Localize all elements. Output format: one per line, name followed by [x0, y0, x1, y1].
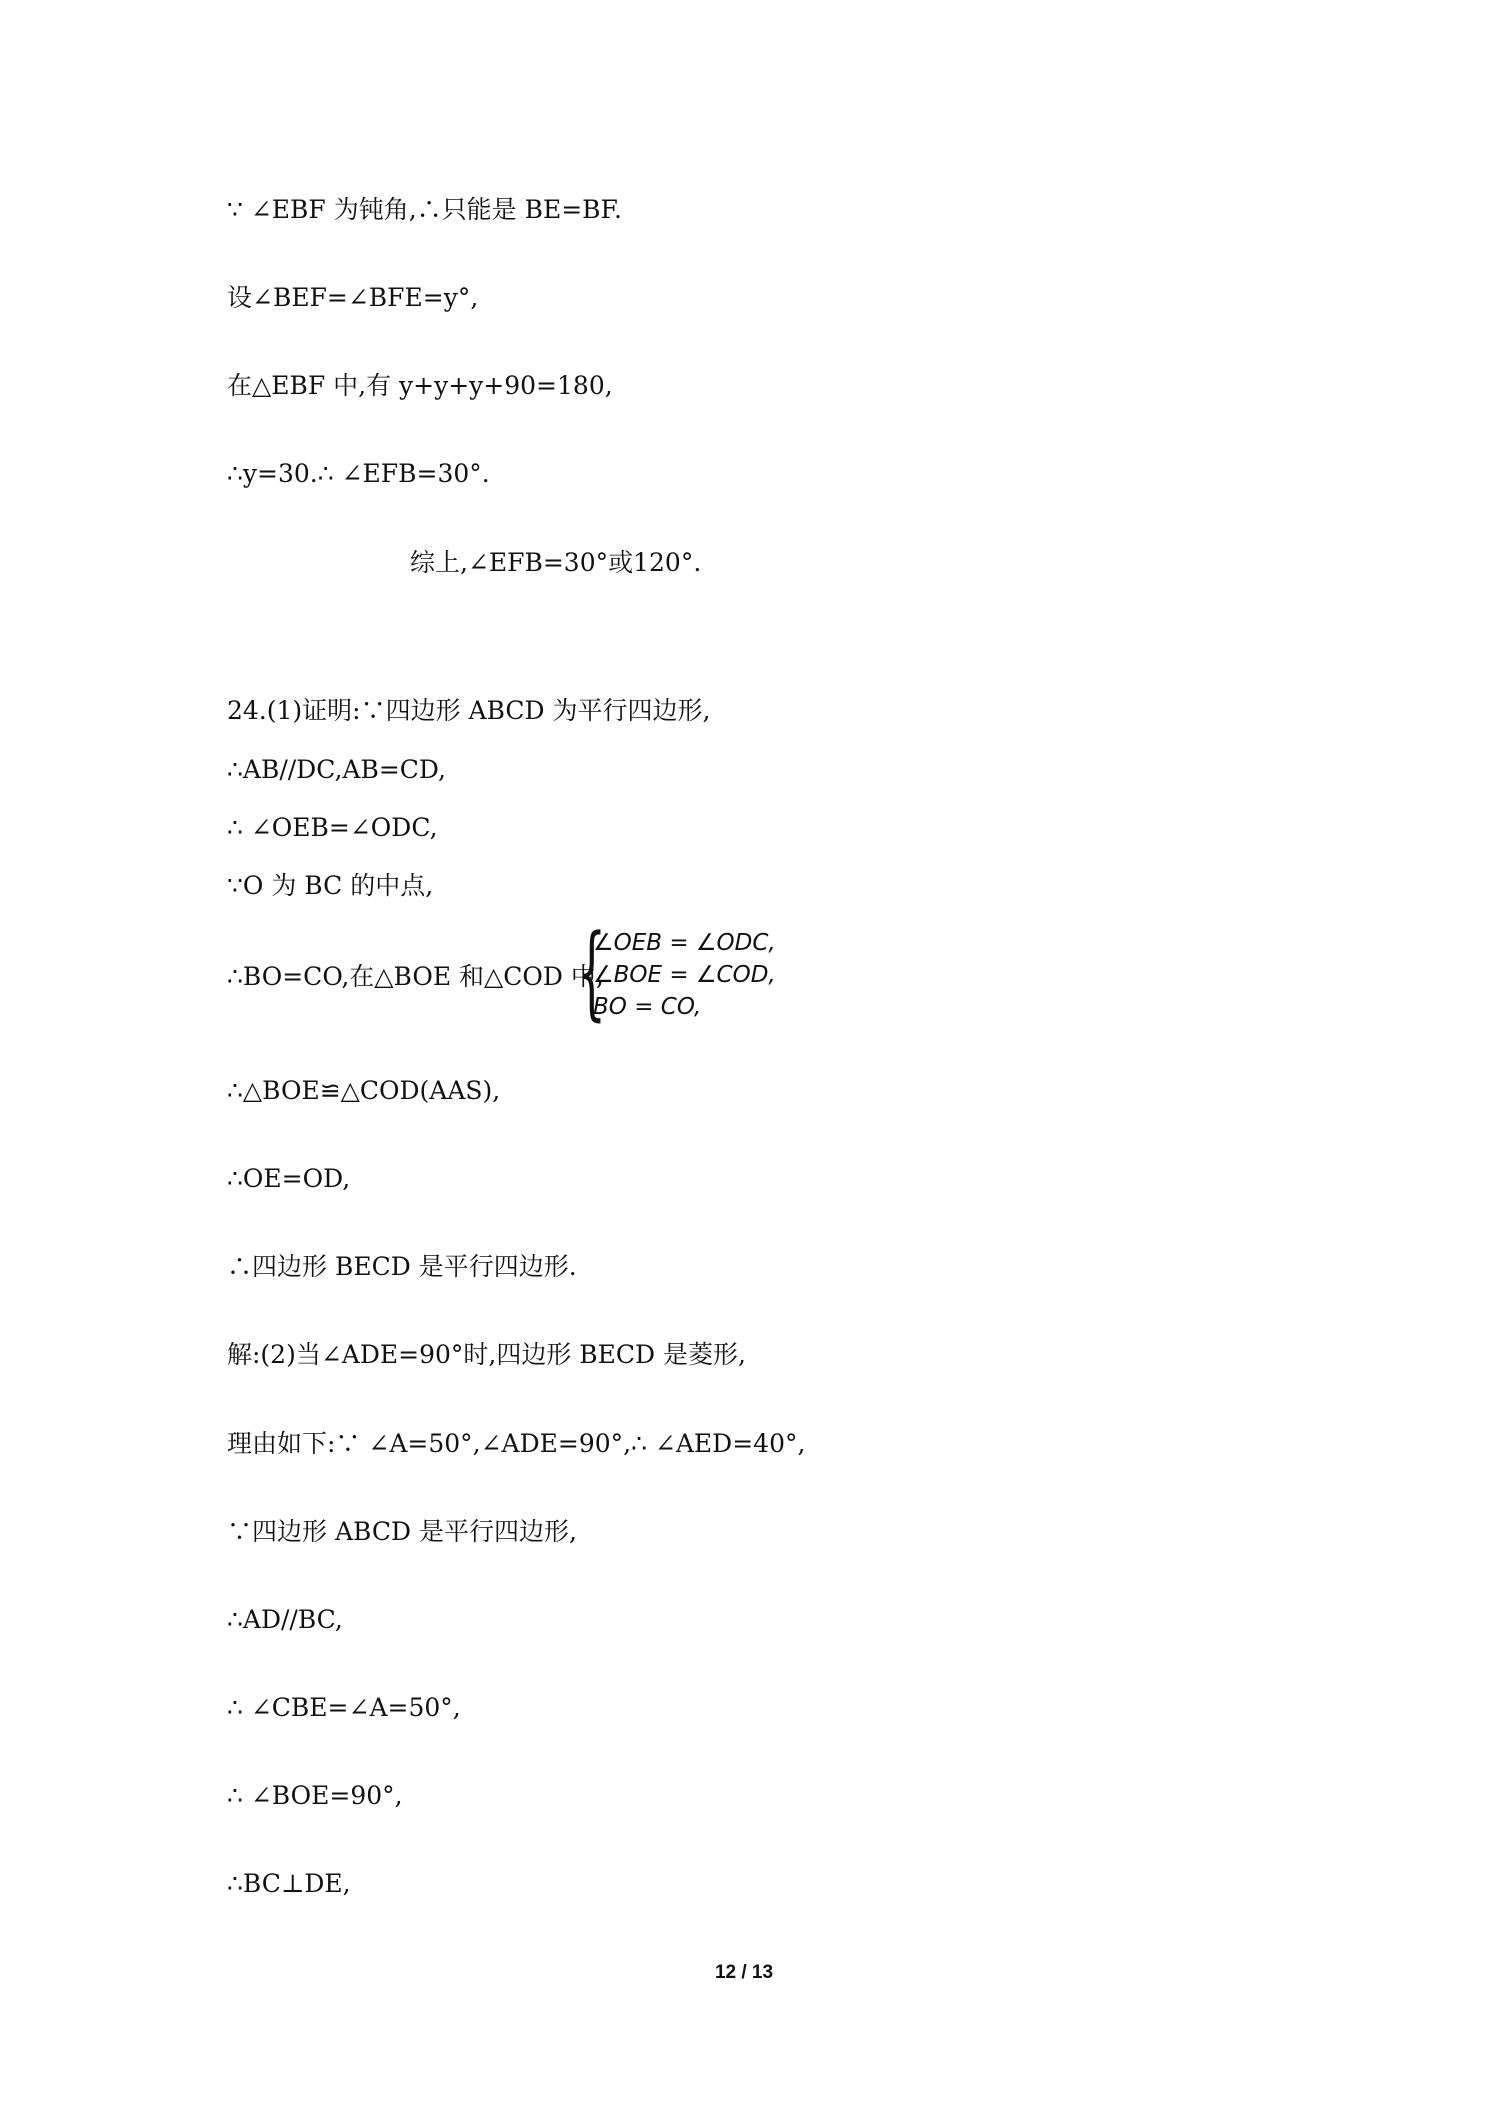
text-line: ∴△BOE≌△COD(AAS),	[227, 1076, 501, 1105]
text-line: ∴ ∠BOE=90°,	[227, 1781, 403, 1810]
text-line: 综上,∠EFB=30°或120°.	[410, 548, 702, 577]
text-line: 设∠BEF=∠BFE=y°,	[227, 283, 479, 312]
text-line: ∴AD//BC,	[227, 1605, 343, 1634]
text-line: ∵ ∠EBF 为钝角,∴只能是 BE=BF.	[227, 195, 622, 224]
text-line: ∴BC⊥DE,	[227, 1869, 351, 1898]
text-line: ∵O 为 BC 的中点,	[227, 871, 434, 900]
text-line: 在△EBF 中,有 y+y+y+90=180,	[227, 371, 613, 400]
text-line: 解:(2)当∠ADE=90°时,四边形 BECD 是菱形,	[227, 1340, 746, 1369]
text-line: ∴四边形 BECD 是平行四边形.	[227, 1252, 577, 1281]
text-line: 理由如下:∵ ∠A=50°,∠ADE=90°,∴ ∠AED=40°,	[227, 1429, 806, 1458]
text-line: ∴BO=CO,在△BOE 和△COD 中,	[227, 962, 604, 991]
text-line: 24.(1)证明:∵四边形 ABCD 为平行四边形,	[227, 696, 711, 725]
text-line: ∴AB//DC,AB=CD,	[227, 755, 447, 784]
text-line: ∴y=30.∴ ∠EFB=30°.	[227, 459, 490, 488]
equation-row: ∠OEB = ∠ODC,	[593, 930, 776, 956]
equation-row: BO = CO,	[593, 994, 702, 1020]
equation-row: ∠BOE = ∠COD,	[593, 962, 776, 988]
text-line: ∴ ∠OEB=∠ODC,	[227, 813, 438, 842]
text-line: ∵四边形 ABCD 是平行四边形,	[227, 1517, 577, 1546]
text-line: ∴ ∠CBE=∠A=50°,	[227, 1693, 461, 1722]
page-number: 12 / 13	[714, 1962, 774, 1983]
text-line: ∴OE=OD,	[227, 1164, 351, 1193]
brace-symbol: {	[577, 913, 607, 1032]
